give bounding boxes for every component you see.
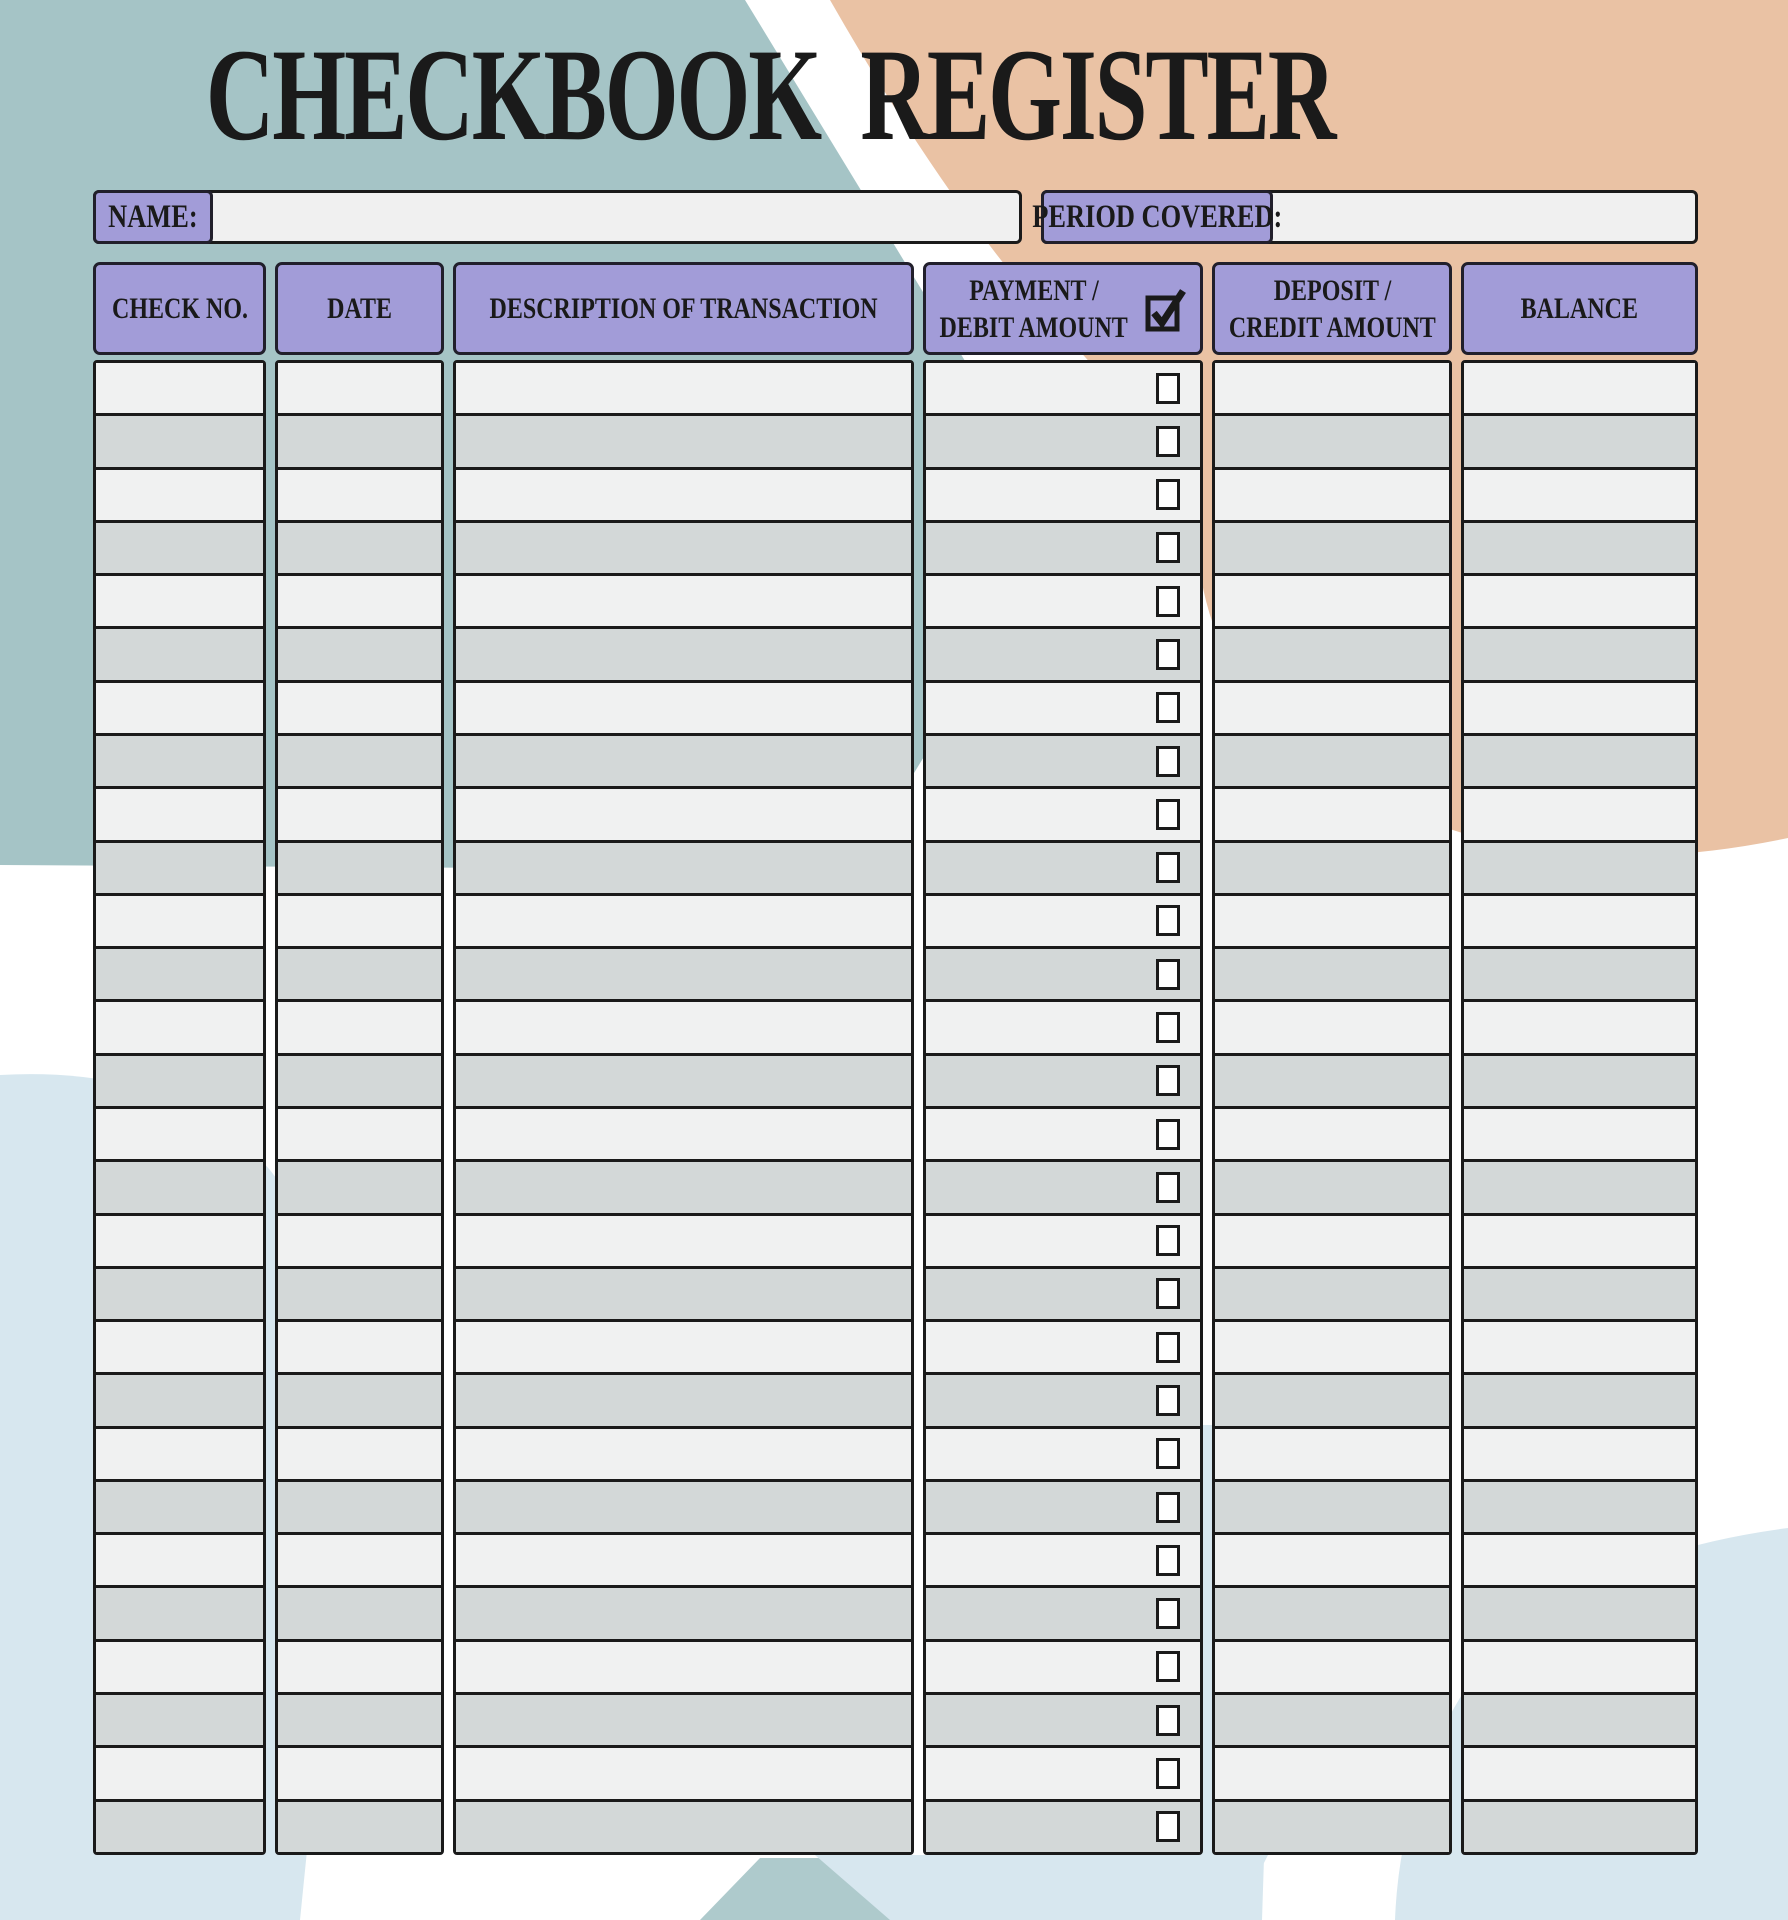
check-no-cell[interactable]: [96, 1799, 263, 1852]
description-cell[interactable]: [456, 680, 911, 733]
description-cell[interactable]: [456, 1692, 911, 1745]
column-body-payment-debit: [923, 360, 1203, 1855]
payment-debit-cell[interactable]: [926, 1799, 1200, 1852]
period-covered-field: [1031, 190, 1698, 244]
deposit-credit-cell[interactable]: [1215, 413, 1449, 466]
column-body-deposit-credit: [1212, 360, 1452, 1855]
balance-cell[interactable]: [1464, 680, 1695, 733]
payment-debit-cell[interactable]: [926, 1053, 1200, 1106]
column-header-balance: BALANCE: [1461, 262, 1698, 355]
check-no-cell[interactable]: [96, 363, 263, 413]
deposit-credit-cell[interactable]: [1215, 363, 1449, 413]
row-checkbox[interactable]: [1156, 1598, 1180, 1629]
row-checkbox[interactable]: [1156, 1651, 1180, 1682]
name-label: NAME:: [93, 190, 213, 244]
deposit-credit-cell[interactable]: [1215, 1479, 1449, 1532]
description-cell[interactable]: [456, 1053, 911, 1106]
row-checkbox[interactable]: [1156, 1065, 1180, 1096]
date-cell[interactable]: [278, 1799, 441, 1852]
date-cell[interactable]: [278, 893, 441, 946]
row-checkbox[interactable]: [1156, 959, 1180, 990]
payment-debit-cell[interactable]: [926, 626, 1200, 679]
row-checkbox[interactable]: [1156, 1278, 1180, 1309]
column-deposit-credit: [1212, 262, 1452, 1855]
date-cell[interactable]: [278, 1159, 441, 1212]
description-cell[interactable]: [456, 840, 911, 893]
check-no-cell[interactable]: [96, 626, 263, 679]
row-checkbox[interactable]: [1156, 1758, 1180, 1789]
row-checkbox[interactable]: [1156, 692, 1180, 723]
check-no-cell[interactable]: [96, 893, 263, 946]
check-no-cell[interactable]: [96, 1213, 263, 1266]
balance-cell[interactable]: [1464, 733, 1695, 786]
below-table-blue-shape: [815, 1855, 1268, 1920]
row-checkbox[interactable]: [1156, 1332, 1180, 1363]
column-balance: [1461, 262, 1698, 1855]
balance-cell[interactable]: [1464, 520, 1695, 573]
date-cell[interactable]: [278, 840, 441, 893]
date-cell[interactable]: [278, 946, 441, 999]
payment-debit-cell[interactable]: [926, 1319, 1200, 1372]
date-cell[interactable]: [278, 467, 441, 520]
description-cell[interactable]: [456, 363, 911, 413]
check-no-cell[interactable]: [96, 1692, 263, 1745]
date-cell[interactable]: [278, 1372, 441, 1425]
payment-debit-cell[interactable]: [926, 1585, 1200, 1638]
date-cell[interactable]: [278, 1426, 441, 1479]
balance-cell[interactable]: [1464, 1319, 1695, 1372]
check-no-cell[interactable]: [96, 1532, 263, 1585]
row-checkbox[interactable]: [1156, 639, 1180, 670]
description-cell[interactable]: [456, 626, 911, 679]
description-cell[interactable]: [456, 1532, 911, 1585]
balance-cell[interactable]: [1464, 786, 1695, 839]
date-cell[interactable]: [278, 1745, 441, 1798]
row-checkbox[interactable]: [1156, 1012, 1180, 1043]
row-checkbox[interactable]: [1156, 426, 1180, 457]
check-no-cell[interactable]: [96, 1266, 263, 1319]
row-checkbox[interactable]: [1156, 532, 1180, 563]
description-cell[interactable]: [456, 1799, 911, 1852]
description-cell[interactable]: [456, 946, 911, 999]
description-cell[interactable]: [456, 1266, 911, 1319]
column-body-balance: [1461, 360, 1698, 1855]
deposit-credit-cell[interactable]: [1215, 1639, 1449, 1692]
balance-cell[interactable]: [1464, 1372, 1695, 1425]
payment-debit-cell[interactable]: [926, 1372, 1200, 1425]
description-cell[interactable]: [456, 1319, 911, 1372]
column-header-description: DESCRIPTION OF TRANSACTION: [453, 262, 914, 355]
deposit-credit-cell[interactable]: [1215, 573, 1449, 626]
balance-cell[interactable]: [1464, 413, 1695, 466]
balance-cell[interactable]: [1464, 1799, 1695, 1852]
date-cell[interactable]: [278, 1213, 441, 1266]
row-checkbox[interactable]: [1156, 1119, 1180, 1150]
deposit-credit-cell[interactable]: [1215, 467, 1449, 520]
check-no-cell[interactable]: [96, 1319, 263, 1372]
deposit-credit-cell[interactable]: [1215, 1319, 1449, 1372]
deposit-credit-cell[interactable]: [1215, 893, 1449, 946]
date-cell[interactable]: [278, 1319, 441, 1372]
description-cell[interactable]: [456, 520, 911, 573]
deposit-credit-cell[interactable]: [1215, 1426, 1449, 1479]
payment-debit-cell[interactable]: [926, 786, 1200, 839]
date-cell[interactable]: [278, 1532, 441, 1585]
deposit-credit-cell[interactable]: [1215, 1799, 1449, 1852]
check-no-cell[interactable]: [96, 1159, 263, 1212]
deposit-credit-cell[interactable]: [1215, 1213, 1449, 1266]
payment-debit-cell[interactable]: [926, 1745, 1200, 1798]
deposit-credit-cell[interactable]: [1215, 680, 1449, 733]
check-no-cell[interactable]: [96, 1372, 263, 1425]
row-checkbox[interactable]: [1156, 1705, 1180, 1736]
description-cell[interactable]: [456, 893, 911, 946]
description-cell[interactable]: [456, 1159, 911, 1212]
deposit-credit-cell[interactable]: [1215, 1532, 1449, 1585]
payment-debit-cell[interactable]: [926, 413, 1200, 466]
row-checkbox[interactable]: [1156, 1545, 1180, 1576]
payment-debit-cell[interactable]: [926, 1426, 1200, 1479]
row-checkbox[interactable]: [1156, 1172, 1180, 1203]
deposit-credit-cell[interactable]: [1215, 946, 1449, 999]
balance-cell[interactable]: [1464, 1585, 1695, 1638]
name-input[interactable]: [93, 190, 1022, 244]
balance-cell[interactable]: [1464, 1639, 1695, 1692]
check-no-cell[interactable]: [96, 573, 263, 626]
row-checkbox[interactable]: [1156, 479, 1180, 510]
check-no-cell[interactable]: [96, 1479, 263, 1532]
deposit-credit-cell[interactable]: [1215, 1745, 1449, 1798]
balance-cell[interactable]: [1464, 1159, 1695, 1212]
check-no-cell[interactable]: [96, 733, 263, 786]
payment-debit-cell[interactable]: [926, 1532, 1200, 1585]
balance-cell[interactable]: [1464, 1532, 1695, 1585]
row-checkbox[interactable]: [1156, 746, 1180, 777]
date-cell[interactable]: [278, 520, 441, 573]
name-field: [93, 190, 1022, 244]
date-cell[interactable]: [278, 1106, 441, 1159]
description-cell[interactable]: [456, 467, 911, 520]
check-no-cell[interactable]: [96, 467, 263, 520]
row-checkbox[interactable]: [1156, 586, 1180, 617]
row-checkbox[interactable]: [1156, 1492, 1180, 1523]
payment-debit-cell[interactable]: [926, 467, 1200, 520]
deposit-credit-cell[interactable]: [1215, 1372, 1449, 1425]
date-cell[interactable]: [278, 573, 441, 626]
balance-cell[interactable]: [1464, 1266, 1695, 1319]
deposit-credit-cell[interactable]: [1215, 999, 1449, 1052]
date-cell[interactable]: [278, 1585, 441, 1638]
balance-cell[interactable]: [1464, 626, 1695, 679]
column-body-check-no: [93, 360, 266, 1855]
deposit-credit-cell[interactable]: [1215, 1159, 1449, 1212]
balance-cell[interactable]: [1464, 1053, 1695, 1106]
check-no-cell[interactable]: [96, 1426, 263, 1479]
header-fields: [93, 190, 1698, 244]
balance-cell[interactable]: [1464, 1106, 1695, 1159]
deposit-credit-cell[interactable]: [1215, 626, 1449, 679]
column-description: [453, 262, 914, 1855]
payment-debit-cell[interactable]: [926, 999, 1200, 1052]
date-cell[interactable]: [278, 626, 441, 679]
description-cell[interactable]: [456, 999, 911, 1052]
date-cell[interactable]: [278, 680, 441, 733]
date-cell[interactable]: [278, 786, 441, 839]
check-no-cell[interactable]: [96, 946, 263, 999]
balance-cell[interactable]: [1464, 1745, 1695, 1798]
check-no-cell[interactable]: [96, 413, 263, 466]
balance-cell[interactable]: [1464, 1479, 1695, 1532]
description-cell[interactable]: [456, 786, 911, 839]
balance-cell[interactable]: [1464, 999, 1695, 1052]
row-checkbox[interactable]: [1156, 1811, 1180, 1842]
description-cell[interactable]: [456, 1106, 911, 1159]
date-cell[interactable]: [278, 1266, 441, 1319]
balance-cell[interactable]: [1464, 573, 1695, 626]
payment-debit-cell[interactable]: [926, 733, 1200, 786]
register-table: [93, 262, 1698, 1855]
description-cell[interactable]: [456, 1585, 911, 1638]
payment-debit-cell[interactable]: [926, 520, 1200, 573]
description-cell[interactable]: [456, 1426, 911, 1479]
row-checkbox[interactable]: [1156, 799, 1180, 830]
deposit-credit-cell[interactable]: [1215, 733, 1449, 786]
check-no-cell[interactable]: [96, 786, 263, 839]
deposit-credit-cell[interactable]: [1215, 840, 1449, 893]
row-checkbox[interactable]: [1156, 373, 1180, 404]
payment-debit-cell[interactable]: [926, 573, 1200, 626]
check-no-cell[interactable]: [96, 680, 263, 733]
column-body-date: [275, 360, 444, 1855]
column-check-no: [93, 262, 266, 1855]
description-cell[interactable]: [456, 1213, 911, 1266]
date-cell[interactable]: [278, 413, 441, 466]
payment-debit-cell[interactable]: [926, 1266, 1200, 1319]
date-cell[interactable]: [278, 1053, 441, 1106]
payment-debit-cell[interactable]: [926, 1213, 1200, 1266]
description-cell[interactable]: [456, 1639, 911, 1692]
payment-debit-cell[interactable]: [926, 1159, 1200, 1212]
row-checkbox[interactable]: [1156, 852, 1180, 883]
date-cell[interactable]: [278, 1692, 441, 1745]
deposit-credit-cell[interactable]: [1215, 520, 1449, 573]
balance-cell[interactable]: [1464, 893, 1695, 946]
deposit-credit-cell[interactable]: [1215, 1266, 1449, 1319]
date-cell[interactable]: [278, 1479, 441, 1532]
payment-debit-cell[interactable]: [926, 363, 1200, 413]
balance-cell[interactable]: [1464, 1213, 1695, 1266]
deposit-credit-cell[interactable]: [1215, 1692, 1449, 1745]
balance-cell[interactable]: [1464, 363, 1695, 413]
column-body-description: [453, 360, 914, 1855]
payment-debit-cell[interactable]: [926, 1692, 1200, 1745]
description-cell[interactable]: [456, 1372, 911, 1425]
deposit-credit-cell[interactable]: [1215, 786, 1449, 839]
deposit-credit-cell[interactable]: [1215, 1585, 1449, 1638]
date-cell[interactable]: [278, 1639, 441, 1692]
column-payment-debit: [923, 262, 1203, 1855]
date-cell[interactable]: [278, 999, 441, 1052]
deposit-credit-cell[interactable]: [1215, 1053, 1449, 1106]
balance-cell[interactable]: [1464, 946, 1695, 999]
description-cell[interactable]: [456, 413, 911, 466]
payment-debit-cell[interactable]: [926, 680, 1200, 733]
check-no-cell[interactable]: [96, 1639, 263, 1692]
balance-cell[interactable]: [1464, 840, 1695, 893]
row-checkbox[interactable]: [1156, 1225, 1180, 1256]
check-no-cell[interactable]: [96, 1585, 263, 1638]
payment-debit-cell[interactable]: [926, 1106, 1200, 1159]
check-no-cell[interactable]: [96, 1106, 263, 1159]
description-cell[interactable]: [456, 1745, 911, 1798]
column-header-check-no: CHECK NO.: [93, 262, 266, 355]
payment-debit-cell[interactable]: [926, 1479, 1200, 1532]
payment-debit-cell[interactable]: [926, 1639, 1200, 1692]
balance-cell[interactable]: [1464, 1426, 1695, 1479]
row-checkbox[interactable]: [1156, 1385, 1180, 1416]
balance-cell[interactable]: [1464, 467, 1695, 520]
page-title: CHECKBOOK REGISTER: [205, 21, 1335, 168]
description-cell[interactable]: [456, 1479, 911, 1532]
description-cell[interactable]: [456, 733, 911, 786]
check-no-cell[interactable]: [96, 1053, 263, 1106]
check-no-cell[interactable]: [96, 840, 263, 893]
description-cell[interactable]: [456, 573, 911, 626]
date-cell[interactable]: [278, 733, 441, 786]
check-no-cell[interactable]: [96, 520, 263, 573]
payment-debit-cell[interactable]: [926, 840, 1200, 893]
column-header-deposit-credit: DEPOSIT / CREDIT AMOUNT: [1212, 262, 1452, 355]
check-no-cell[interactable]: [96, 999, 263, 1052]
payment-debit-cell[interactable]: [926, 946, 1200, 999]
column-header-payment-debit: PAYMENT / DEBIT AMOUNT: [923, 262, 1203, 355]
deposit-credit-cell[interactable]: [1215, 1106, 1449, 1159]
payment-debit-cell[interactable]: [926, 893, 1200, 946]
checked-checkbox-icon: [1144, 285, 1186, 333]
balance-cell[interactable]: [1464, 1692, 1695, 1745]
column-date: [275, 262, 444, 1855]
check-no-cell[interactable]: [96, 1745, 263, 1798]
row-checkbox[interactable]: [1156, 905, 1180, 936]
column-header-date: DATE: [275, 262, 444, 355]
row-checkbox[interactable]: [1156, 1438, 1180, 1469]
date-cell[interactable]: [278, 363, 441, 413]
period-covered-label: PERIOD COVERED:: [1041, 190, 1273, 244]
